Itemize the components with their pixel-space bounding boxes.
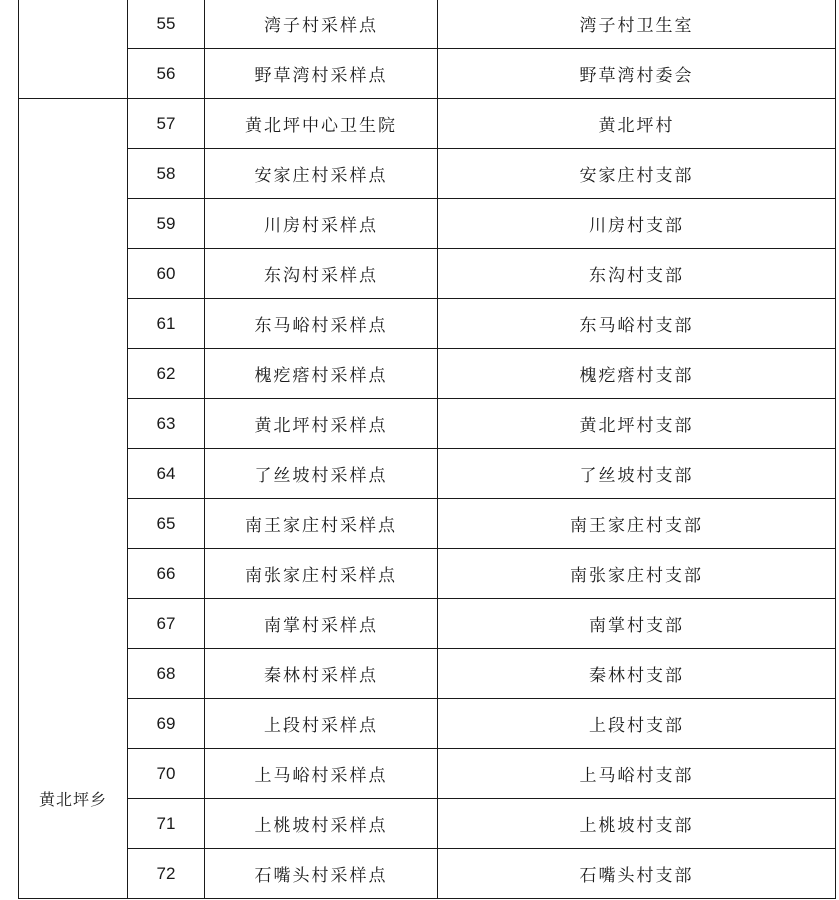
location-cell: 槐疙瘩村支部: [438, 349, 836, 399]
sampling-point-cell: 东沟村采样点: [205, 249, 438, 299]
table-row: [19, 649, 836, 699]
sampling-point-cell: 上桃坡村采样点: [205, 799, 438, 849]
sampling-point-cell: 川房村采样点: [205, 199, 438, 249]
sampling-point-cell: 上段村采样点: [205, 699, 438, 749]
location-cell: 野草湾村委会: [438, 49, 836, 99]
table-row: [19, 499, 836, 549]
table-row: [19, 349, 836, 399]
location-cell: 南掌村支部: [438, 599, 836, 649]
sampling-point-cell: 野草湾村采样点: [205, 49, 438, 99]
serial-number-cell: 56: [128, 49, 205, 99]
sampling-points-table: [18, 0, 836, 899]
sampling-point-cell: 东马峪村采样点: [205, 299, 438, 349]
location-cell: 黄北坪村支部: [438, 399, 836, 449]
location-cell: 东马峪村支部: [438, 299, 836, 349]
serial-number-cell: 57: [128, 99, 205, 149]
serial-number-cell: 70: [128, 749, 205, 799]
table-row: [19, 149, 836, 199]
serial-number-cell: 66: [128, 549, 205, 599]
serial-number-cell: 68: [128, 649, 205, 699]
sampling-point-cell: 南掌村采样点: [205, 599, 438, 649]
serial-number-cell: 71: [128, 799, 205, 849]
serial-number-cell: 59: [128, 199, 205, 249]
serial-number-cell: 60: [128, 249, 205, 299]
location-cell: 川房村支部: [438, 199, 836, 249]
table-row: [19, 0, 836, 49]
location-cell: 安家庄村支部: [438, 149, 836, 199]
table-row: [19, 49, 836, 99]
table-row: [19, 599, 836, 649]
location-cell: 黄北坪村: [438, 99, 836, 149]
table-row: [19, 199, 836, 249]
serial-number-cell: 62: [128, 349, 205, 399]
sampling-point-cell: 黄北坪中心卫生院: [205, 99, 438, 149]
sampling-point-cell: 湾子村采样点: [205, 0, 438, 49]
sampling-point-cell: 石嘴头村采样点: [205, 849, 438, 899]
table-row: [19, 99, 836, 149]
table-row: [19, 399, 836, 449]
town-cell: [19, 0, 128, 99]
sampling-point-cell: 槐疙瘩村采样点: [205, 349, 438, 399]
town-cell: 黄北坪乡: [19, 99, 128, 899]
serial-number-cell: 69: [128, 699, 205, 749]
location-cell: 上段村支部: [438, 699, 836, 749]
location-cell: 了丝坡村支部: [438, 449, 836, 499]
sampling-point-cell: 南张家庄村采样点: [205, 549, 438, 599]
location-cell: 秦林村支部: [438, 649, 836, 699]
sampling-point-cell: 南王家庄村采样点: [205, 499, 438, 549]
table-row: [19, 549, 836, 599]
location-cell: 南王家庄村支部: [438, 499, 836, 549]
serial-number-cell: 58: [128, 149, 205, 199]
table-row: [19, 449, 836, 499]
serial-number-cell: 61: [128, 299, 205, 349]
serial-number-cell: 72: [128, 849, 205, 899]
location-cell: 上马峪村支部: [438, 749, 836, 799]
table-row: [19, 699, 836, 749]
sampling-point-cell: 上马峪村采样点: [205, 749, 438, 799]
serial-number-cell: 67: [128, 599, 205, 649]
table-row: [19, 849, 836, 899]
location-cell: 东沟村支部: [438, 249, 836, 299]
serial-number-cell: 63: [128, 399, 205, 449]
serial-number-cell: 55: [128, 0, 205, 49]
table-row: [19, 249, 836, 299]
sampling-point-cell: 安家庄村采样点: [205, 149, 438, 199]
table-row: [19, 749, 836, 799]
location-cell: 南张家庄村支部: [438, 549, 836, 599]
location-cell: 湾子村卫生室: [438, 0, 836, 49]
table-row: [19, 799, 836, 849]
sampling-point-cell: 黄北坪村采样点: [205, 399, 438, 449]
location-cell: 石嘴头村支部: [438, 849, 836, 899]
location-cell: 上桃坡村支部: [438, 799, 836, 849]
sampling-point-cell: 秦林村采样点: [205, 649, 438, 699]
sampling-point-cell: 了丝坡村采样点: [205, 449, 438, 499]
serial-number-cell: 64: [128, 449, 205, 499]
serial-number-cell: 65: [128, 499, 205, 549]
table-row: [19, 299, 836, 349]
